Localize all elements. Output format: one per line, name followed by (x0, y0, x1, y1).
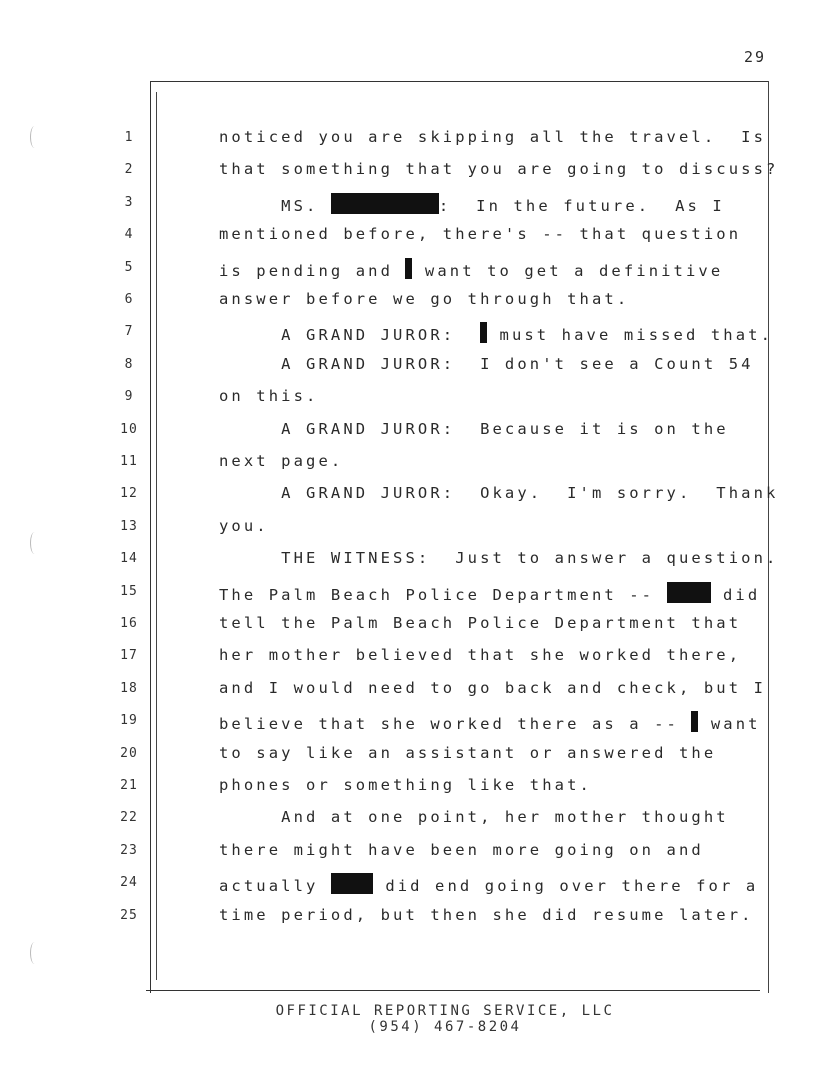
footer-phone: (954) 467-8204 (368, 1019, 522, 1035)
line-number: 1 (124, 130, 134, 145)
transcript-text: did (710, 585, 761, 604)
transcript-line (219, 160, 778, 178)
transcript-line (219, 290, 629, 308)
transcript-line (219, 808, 729, 826)
line-number: 4 (124, 227, 134, 243)
transcript-line (219, 711, 761, 733)
frame-inner-left-border (156, 92, 157, 980)
transcript-text: noticed you are skipping all the travel. Is (219, 128, 766, 146)
transcript-line (219, 841, 704, 859)
transcript-text: answer before we go through that. (219, 290, 630, 308)
transcript-text: time period, but then she did resume later. (219, 905, 754, 924)
line-number: 13 (120, 518, 138, 534)
transcript-line (219, 679, 766, 697)
transcript-line (219, 128, 766, 146)
transcript-line (219, 355, 754, 373)
transcript-text: THE WITNESS: Just to answer a question. (219, 549, 779, 568)
frame-right-border (768, 81, 769, 993)
redaction-box (331, 873, 373, 894)
line-number: 25 (120, 907, 138, 923)
line-number: 24 (120, 875, 138, 891)
line-number: 6 (124, 292, 134, 307)
transcript-text: you. (219, 516, 269, 535)
line-number: 22 (120, 810, 138, 826)
line-number: 21 (120, 778, 138, 793)
transcript-text: phones or something like that. (219, 776, 592, 794)
transcript-line (219, 322, 773, 344)
line-number: 16 (120, 616, 138, 631)
line-number: 8 (124, 356, 134, 372)
transcript-text: next page. (219, 452, 344, 470)
line-number: 5 (124, 259, 134, 275)
line-number: 3 (124, 194, 134, 210)
transcript-text: and I would need to go back and check, but I (219, 678, 766, 697)
transcript-line (219, 776, 592, 794)
transcript-text: A GRAND JUROR: Because it is on the (219, 419, 729, 438)
transcript-text: that something that you are going to discuss? (219, 160, 779, 179)
transcript-line (219, 906, 754, 924)
binder-hole-mark (30, 126, 39, 148)
redaction-box (331, 193, 439, 214)
transcript-line (219, 582, 760, 604)
transcript-line (219, 225, 741, 243)
line-number: 18 (120, 680, 138, 696)
binder-hole-mark (30, 942, 39, 964)
transcript-text: A GRAND JUROR: I don't see a Count 54 (219, 354, 754, 373)
line-number: 14 (120, 551, 138, 567)
transcript-line (219, 873, 758, 895)
transcript-line (219, 387, 318, 405)
transcript-text: her mother believed that she worked there, (219, 646, 742, 665)
transcript-text: And at one point, her mother thought (219, 808, 729, 827)
transcript-text: mentioned before, there's -- that question (219, 225, 742, 244)
transcript-text: must have missed that. (487, 326, 774, 345)
page-number: 29 (744, 48, 767, 66)
line-number: 20 (120, 745, 138, 761)
transcript-text: did end going over there for a (372, 877, 759, 896)
transcript-text: tell the Palm Beach Police Department that (219, 614, 742, 632)
transcript-text: believe that she worked there as a -- (219, 715, 692, 734)
frame-left-border (150, 81, 151, 993)
line-number: 17 (120, 648, 138, 664)
transcript-line (219, 517, 269, 535)
transcript-text: MS. (219, 196, 331, 215)
frame-bottom-border (146, 990, 760, 991)
redaction-box (667, 582, 711, 603)
transcript-line (219, 484, 778, 502)
transcript-text: want (698, 715, 761, 734)
transcript-text: The Palm Beach Police Department -- (219, 585, 667, 604)
line-number: 23 (120, 842, 138, 858)
transcript-text: on this. (219, 387, 319, 406)
line-number: 9 (124, 389, 134, 405)
transcript-text: is pending and (219, 261, 406, 280)
line-number: 15 (120, 583, 138, 599)
line-number: 12 (120, 486, 138, 502)
line-number: 11 (120, 454, 138, 469)
transcript-text: A GRAND JUROR: Okay. I'm sorry. Thank (219, 484, 779, 503)
transcript-line (219, 744, 716, 762)
transcript-line (219, 549, 778, 567)
footer-company: OFFICIAL REPORTING SERVICE, LLC (275, 1003, 615, 1019)
transcript-line (219, 452, 343, 470)
transcript-text: actually (219, 877, 331, 896)
transcript-line (219, 258, 723, 280)
line-number: 2 (124, 162, 134, 178)
line-number: 10 (120, 421, 138, 437)
line-number: 19 (120, 713, 138, 729)
transcript-line (219, 614, 741, 632)
frame-top-border (150, 81, 768, 82)
transcript-text: want to get a definitive (412, 261, 724, 280)
transcript-text: to say like an assistant or answered the (219, 743, 717, 762)
transcript-line (219, 646, 741, 664)
binder-hole-mark (30, 532, 39, 554)
transcript-line (219, 420, 729, 438)
transcript-text: A GRAND JUROR: (219, 326, 481, 345)
transcript-line (219, 193, 725, 215)
transcript-text: there might have been more going on and (219, 840, 704, 859)
transcript-text: : In the future. As I (438, 196, 725, 215)
line-number: 7 (124, 324, 134, 340)
